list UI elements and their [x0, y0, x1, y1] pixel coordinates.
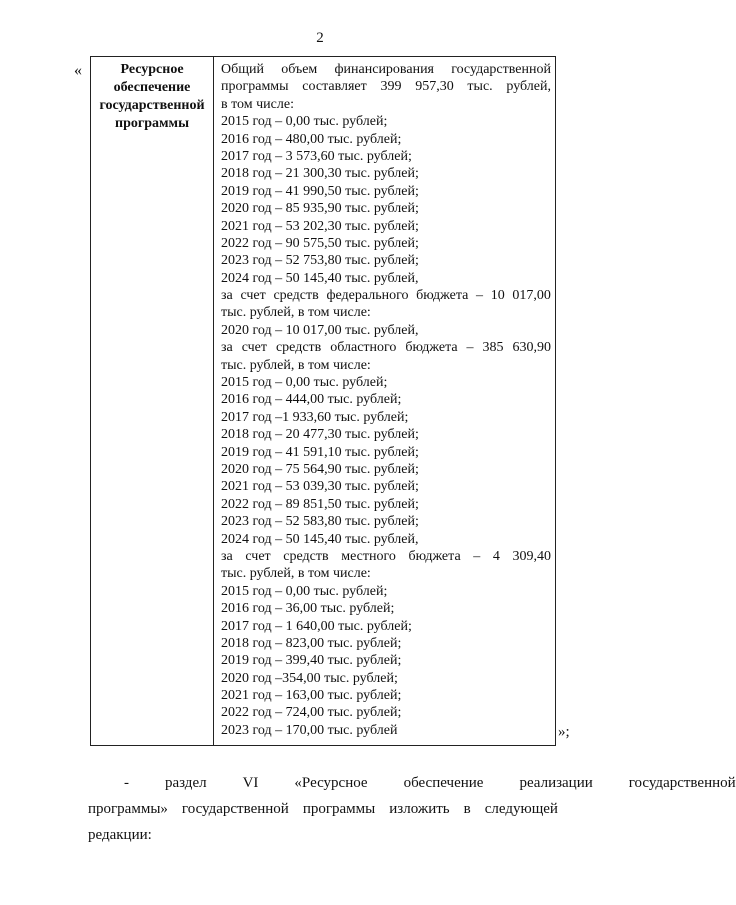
- funding-line: 2021 год – 53 039,30 тыс. рублей;: [221, 479, 419, 495]
- row-label-line: Ресурсное: [120, 62, 184, 77]
- opening-quote: «: [74, 62, 82, 79]
- funding-line: 2017 год – 3 573,60 тыс. рублей;: [221, 148, 412, 164]
- funding-line: в том числе:: [221, 96, 294, 112]
- funding-line: тыс. рублей, в том числе:: [221, 357, 371, 373]
- after-paragraph: [88, 770, 736, 848]
- row-label-cell: [91, 61, 213, 133]
- funding-line: 2016 год – 36,00 тыс. рублей;: [221, 601, 395, 617]
- funding-line: 2019 год – 399,40 тыс. рублей;: [221, 653, 402, 669]
- funding-line: 2022 год – 90 575,50 тыс. рублей;: [221, 235, 419, 251]
- paragraph-line-2: программы» государственной программы изложить в следующей: [88, 801, 558, 817]
- funding-line: 2022 год – 724,00 тыс. рублей;: [221, 705, 402, 721]
- funding-line: 2020 год –354,00 тыс. рублей;: [221, 670, 398, 686]
- funding-line: 2023 год – 52 753,80 тыс. рублей;: [221, 253, 419, 269]
- funding-line: 2024 год – 50 145,40 тыс. рублей,: [221, 531, 419, 547]
- funding-line: 2018 год – 20 477,30 тыс. рублей;: [221, 427, 419, 443]
- column-divider: [213, 57, 214, 745]
- funding-line: 2017 год – 1 640,00 тыс. рублей;: [221, 618, 412, 634]
- funding-line: 2015 год – 0,00 тыс. рублей;: [221, 583, 388, 599]
- funding-line: 2016 год – 480,00 тыс. рублей;: [221, 131, 402, 147]
- funding-line: за счет средств федерального бюджета – 10 017,00: [221, 288, 551, 304]
- closing-quote: »;: [558, 724, 570, 740]
- funding-line: 2023 год – 170,00 тыс. рублей: [221, 722, 398, 738]
- funding-line: 2015 год – 0,00 тыс. рублей;: [221, 375, 388, 391]
- funding-line: 2022 год – 89 851,50 тыс. рублей;: [221, 496, 419, 512]
- funding-line: 2018 год – 21 300,30 тыс. рублей;: [221, 166, 419, 182]
- funding-line: 2019 год – 41 990,50 тыс. рублей;: [221, 183, 419, 199]
- funding-line: Общий объем финансирования государственной: [221, 62, 551, 77]
- funding-line: за счет средств областного бюджета – 385 630,90: [221, 340, 551, 356]
- paragraph-line-1: - раздел VI «Ресурсное обеспечение реализации государственной: [124, 775, 736, 791]
- page-number: 2: [316, 30, 324, 46]
- paragraph-line-3: редакции:: [88, 827, 152, 843]
- funding-line: за счет средств местного бюджета – 4 309,40: [221, 548, 551, 564]
- row-label-line: государственной: [99, 98, 205, 113]
- funding-line: 2021 год – 163,00 тыс. рублей;: [221, 688, 402, 704]
- row-label-line: программы: [115, 116, 189, 131]
- funding-line: 2019 год – 41 591,10 тыс. рублей;: [221, 444, 419, 460]
- funding-line: 2020 год – 75 564,90 тыс. рублей;: [221, 461, 419, 477]
- resource-table: [90, 56, 556, 746]
- funding-line: 2018 год – 823,00 тыс. рублей;: [221, 635, 402, 651]
- funding-line: 2021 год – 53 202,30 тыс. рублей;: [221, 218, 419, 234]
- funding-line: 2015 год – 0,00 тыс. рублей;: [221, 114, 388, 130]
- funding-line: тыс. рублей, в том числе:: [221, 566, 371, 582]
- funding-line: 2024 год – 50 145,40 тыс. рублей,: [221, 270, 419, 286]
- funding-line: 2023 год – 52 583,80 тыс. рублей;: [221, 514, 419, 530]
- funding-line: тыс. рублей, в том числе:: [221, 305, 371, 321]
- funding-line: 2017 год –1 933,60 тыс. рублей;: [221, 409, 409, 425]
- funding-details-cell: [221, 61, 551, 739]
- funding-line: 2020 год – 10 017,00 тыс. рублей,: [221, 322, 419, 338]
- row-label-line: обеспечение: [113, 80, 191, 95]
- funding-line: 2020 год – 85 935,90 тыс. рублей;: [221, 201, 419, 217]
- funding-line: 2016 год – 444,00 тыс. рублей;: [221, 392, 402, 408]
- funding-line: программы составляет 399 957,30 тыс. рублей,: [221, 79, 551, 95]
